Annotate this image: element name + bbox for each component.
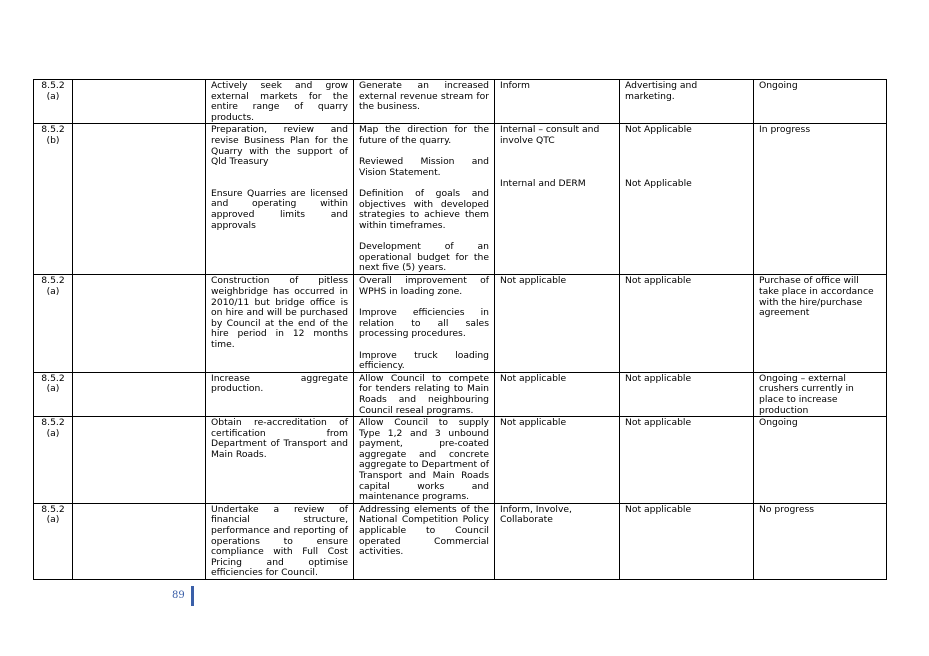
consult-cell <box>495 503 620 579</box>
ref-cell: 8.5.2 (a) <box>34 372 73 416</box>
consult-text: Internal and DERM <box>500 177 586 189</box>
ref-cell: 8.5.2 (a) <box>34 417 73 504</box>
outcome-cell <box>354 80 495 124</box>
status-cell: Ongoing <box>754 80 887 124</box>
table-row <box>34 503 887 579</box>
resources-cell <box>620 275 754 372</box>
table-row <box>34 275 887 372</box>
table-row <box>34 124 887 275</box>
outcome-cell <box>354 124 495 275</box>
action-cell: Undertake a review of financial structure, performance and reporting of operations to ensure compliance with Full Cost Pricing and optimise efficiencies for Council. <box>206 503 354 579</box>
outcome-cell <box>354 417 495 504</box>
resources-text: Advertising and marketing. <box>625 80 698 102</box>
outcome-text: Improve efficiencies in relation to all sales processing procedures. <box>359 307 489 340</box>
action-cell: Construction of pitless weighbridge has occurred in 2010/11 but bridge office is on hire and will be purchased by Council at the end of the hire period in 12 months time. <box>206 275 354 372</box>
resources-text: Not applicable <box>625 503 692 515</box>
outcome-text: Generate an increased external revenue stream for the business. <box>359 80 489 113</box>
ref-cell: 8.5.2 (a) <box>34 503 73 579</box>
action-text: Preparation, review and revise Business Plan for the Quarry with the support of Qld Treasury <box>211 124 348 168</box>
outcome-text: Allow Council to supply Type 1,2 and 3 unbound payment, pre-coated aggregate and concrete aggregate to Department of Transport and Main Roads capital works and maintenance programs. <box>359 417 489 503</box>
action-text: Ensure Quarries are licensed and operating within approved limits and approvals <box>211 187 348 231</box>
resources-text: Not Applicable <box>625 124 692 136</box>
resources-text: Not Applicable <box>625 177 692 189</box>
resources-text: Not applicable <box>625 417 692 429</box>
ref-cell: 8.5.2 (a) <box>34 275 73 372</box>
outcome-text: Development of an operational budget for the next five (5) years. <box>359 240 489 274</box>
page-number: 89 <box>172 586 194 606</box>
table-row <box>34 372 887 416</box>
action-plan-table <box>33 79 887 580</box>
blank-cell <box>73 124 206 275</box>
blank-cell <box>73 503 206 579</box>
resources-cell <box>620 503 754 579</box>
outcome-text: Definition of goals and objectives with developed strategies to achieve them within timeframes. <box>359 187 489 231</box>
outcome-text: Allow Council to compete for tenders relating to Main Roads and neighbouring Council reseal programs. <box>359 372 489 416</box>
resources-cell <box>620 417 754 504</box>
consult-text: Not applicable <box>500 417 567 429</box>
outcome-cell <box>354 503 495 579</box>
consult-cell <box>495 124 620 275</box>
consult-cell <box>495 372 620 416</box>
consult-text: Internal – consult and involve QTC <box>500 124 600 146</box>
status-cell: Purchase of office will take place in accordance with the hire/purchase agreement <box>754 275 887 372</box>
consult-cell <box>495 80 620 124</box>
outcome-text: Addressing elements of the National Competition Policy applicable to Council operated Commercial activities. <box>359 503 489 558</box>
outcome-cell <box>354 275 495 372</box>
outcome-text: Reviewed Mission and Vision Statement. <box>359 156 489 178</box>
consult-cell <box>495 275 620 372</box>
outcome-text: Improve truck loading efficiency. <box>359 349 489 372</box>
action-cell <box>206 124 354 275</box>
action-cell: Obtain re-accreditation of certification from Department of Transport and Main Roads. <box>206 417 354 504</box>
action-cell: Increase aggregate production. <box>206 372 354 416</box>
outcome-text: Map the direction for the future of the quarry. <box>359 124 489 146</box>
outcome-cell <box>354 372 495 416</box>
blank-cell <box>73 417 206 504</box>
consult-text: Inform <box>500 80 530 91</box>
resources-cell <box>620 80 754 124</box>
resources-text: Not applicable <box>625 372 692 384</box>
resources-text: Not applicable <box>625 275 692 287</box>
blank-cell <box>73 372 206 416</box>
blank-cell <box>73 275 206 372</box>
status-cell: Ongoing – external crushers currently in place to increase production <box>754 372 887 416</box>
outcome-text: Overall improvement of WPHS in loading zone. <box>359 275 489 297</box>
consult-text: Inform, Involve, Collaborate <box>500 503 572 526</box>
table-row <box>34 417 887 504</box>
ref-cell: 8.5.2 (a) <box>34 80 73 124</box>
consult-text: Not applicable <box>500 372 567 384</box>
resources-cell <box>620 372 754 416</box>
blank-cell <box>73 80 206 124</box>
ref-cell: 8.5.2 (b) <box>34 124 73 275</box>
status-cell: No progress <box>754 503 887 579</box>
consult-cell <box>495 417 620 504</box>
action-cell: Actively seek and grow external markets for the entire range of quarry products. <box>206 80 354 124</box>
consult-text: Not applicable <box>500 275 567 287</box>
status-cell: In progress <box>754 124 887 275</box>
resources-cell <box>620 124 754 275</box>
status-cell: Ongoing <box>754 417 887 504</box>
table-row <box>34 80 887 124</box>
